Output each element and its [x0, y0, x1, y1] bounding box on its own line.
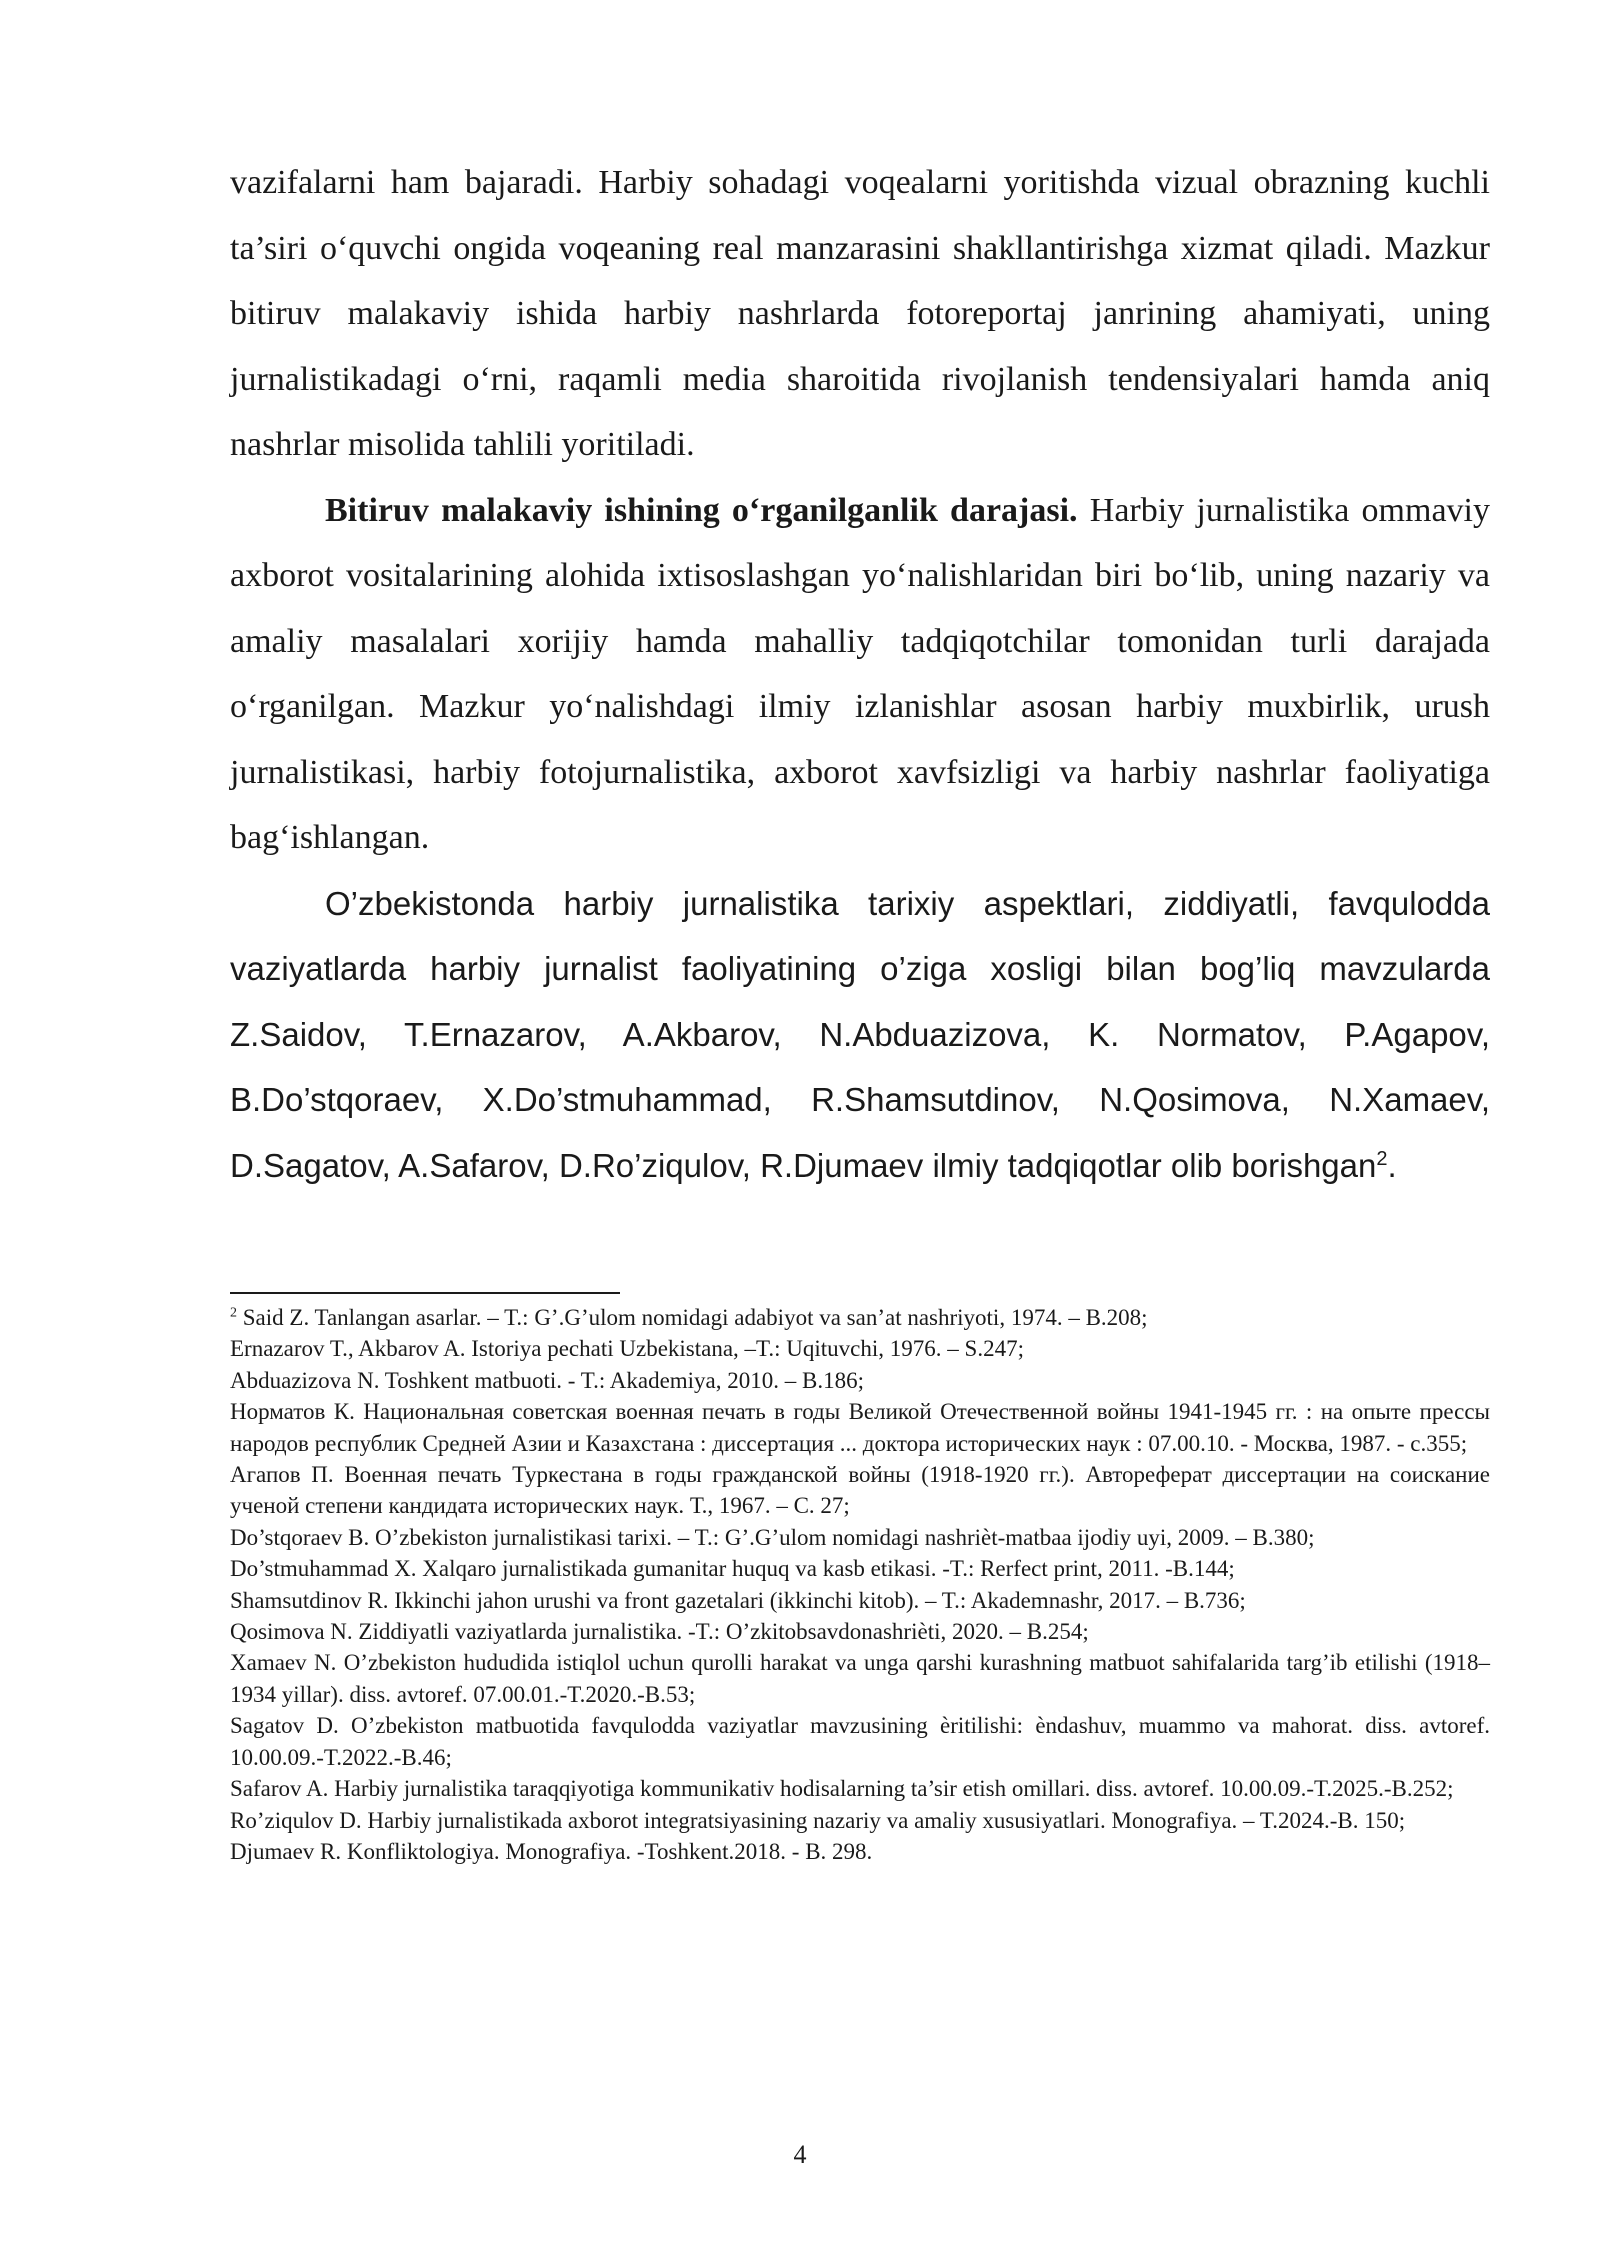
footnote-item: Djumaev R. Konfliktologiya. Monografiya. -Toshkent.2018. - B. 298.	[230, 1838, 873, 1864]
footnote-marker: 2	[230, 1305, 237, 1321]
footnote-item: Qosimova N. Ziddiyatli vaziyatlarda jurnalistika. -T.: O’zkitobsavdonashriѐti, 2020. – B.254;	[230, 1619, 1089, 1645]
paragraph-3	[230, 871, 1490, 1199]
footnote-item: Sagatov D. O’zbekiston matbuotida favqulodda vaziyatlar mavzusining ѐritilishi: ѐndashuv, muammo va mahorat. diss. avtoref. 10.00.09.-T.2022.-B.46;	[230, 1713, 1490, 1770]
footnote-item	[230, 1302, 1490, 1333]
footnotes	[230, 1302, 1490, 1867]
footnote-item: Safarov A. Harbiy jurnalistika taraqqiyotiga kommunikativ hodisalarning ta’sir etish omillari. diss. avtoref. 10.00.09.-T.2025.-B.252;	[230, 1776, 1454, 1802]
footnote-item: Норматов К. Национальная советская военная печать в годы Великой Отечественной войны 1941-1945 гг. : на опыте прессы народов республик Средней Азии и Казахстана : диссертация ... доктора исторических наук : 07.00.10. - Москва, 1987. - с.355;	[230, 1399, 1490, 1456]
footnote-text: Said Z. Tanlangan asarlar. – T.: G’.G’ulom nomidagi adabiyot va san’at nashriyoti, 1974. – B.208;	[242, 1305, 1148, 1330]
footnote-item: Ernazarov T., Akbarov A. Istoriya pechati Uzbekistana, –T.: Uqituvchi, 1976. – S.247;	[230, 1336, 1024, 1362]
paragraph-3-text: O’zbekistonda harbiy jurnalistika tarixiy aspektlari, ziddiyatli, favqulodda vaziyatlarda harbiy jurnalist faoliyatining o’ziga xosligi bilan bog’liq mavzularda Z.Saidov, T.Ernazarov, A.Akbarov, N.Abduazizova, K. Normatov, P.Agapov, B.Do’stqoraev, X.Do’stmuhammad, R.Shamsutdinov, N.Qosimova, N.Xamaev, D.Sagatov, A.Safarov, D.Ro’ziqulov, R.Djumaev ilmiy tadqiqotlar olib borishgan	[230, 884, 1490, 1184]
page-number: 4	[793, 2140, 807, 2169]
footnote-item: Shamsutdinov R. Ikkinchi jahon urushi va front gazetalari (ikkinchi kitob). – T.: Akademnashr, 2017. – B.736;	[230, 1587, 1246, 1613]
footnote-item: Xamaev N. O’zbekiston hududida istiqlol uchun qurolli harakat va unga qarshi kurashning matbuot sahifalarida targ’ib etilishi (1918–1934 yillar). diss. avtoref. 07.00.01.-T.2020.-B.53;	[230, 1650, 1490, 1707]
footnote-item: Do’stmuhammad X. Xalqaro jurnalistikada gumanitar huquq va kasb etikasi. -T.: Rerfect print, 2011. -B.144;	[230, 1556, 1235, 1582]
paragraph-1: vazifalarni ham bajaradi. Harbiy sohadagi voqealarni yoritishda vizual obrazning kuchli ta’siri o‘quvchi ongida voqeaning real manzarasini shakllantirishga xizmat qiladi. Mazkur bitiruv malakaviy ishida harbiy nashrlarda fotoreportaj janrining ahamiyati, uning jurnalistikadagi o‘rni, raqamli media sharoitida rivojlanish tendensiyalari hamda aniq nashrlar misolida tahlili yoritiladi.	[230, 164, 1490, 463]
footnote-item: Агапов П. Военная печать Туркестана в годы гражданской войны (1918-1920 гг.). Автореферат диссертации на соискание ученой степени кандидата исторических наук. Т., 1967. – С. 27;	[230, 1462, 1490, 1519]
footnote-item: Abduazizova N. Toshkent matbuoti. - T.: Akademiya, 2010. – B.186;	[230, 1367, 864, 1393]
footnote-separator	[230, 1292, 620, 1294]
paragraph-2	[230, 478, 1490, 871]
footnote-item: Do’stqoraev B. O’zbekiston jurnalistikasi tarixi. – T.: G’.G’ulom nomidagi nashriѐt-matbaa ijodiy uyi, 2009. – B.380;	[230, 1524, 1315, 1550]
section-heading: Bitiruv malakaviy ishining o‘rganilganlik darajasi.	[325, 491, 1078, 529]
footnote-reference[interactable]: 2	[1376, 1147, 1388, 1170]
footnote-item: Ro’ziqulov D. Harbiy jurnalistikada axborot integratsiyasining nazariy va amaliy xususiyatlari. Monografiya. – T.2024.-B. 150;	[230, 1807, 1406, 1833]
paragraph-3-end: .	[1387, 1146, 1397, 1184]
paragraph-2-text: Harbiy jurnalistika ommaviy axborot vositalarining alohida ixtisoslashgan yo‘nalishlaridan biri bo‘lib, uning nazariy va amaliy masalalari xorijiy hamda mahalliy tadqiqotchilar tomonidan turli darajada o‘rganilgan. Mazkur yo‘nalishdagi ilmiy izlanishlar asosan harbiy muxbirlik, urush jurnalistikasi, harbiy fotojurnalistika, axborot xavfsizligi va harbiy nashrlar faoliyatiga bag‘ishlangan.	[230, 491, 1490, 856]
body-text	[230, 150, 1490, 1198]
